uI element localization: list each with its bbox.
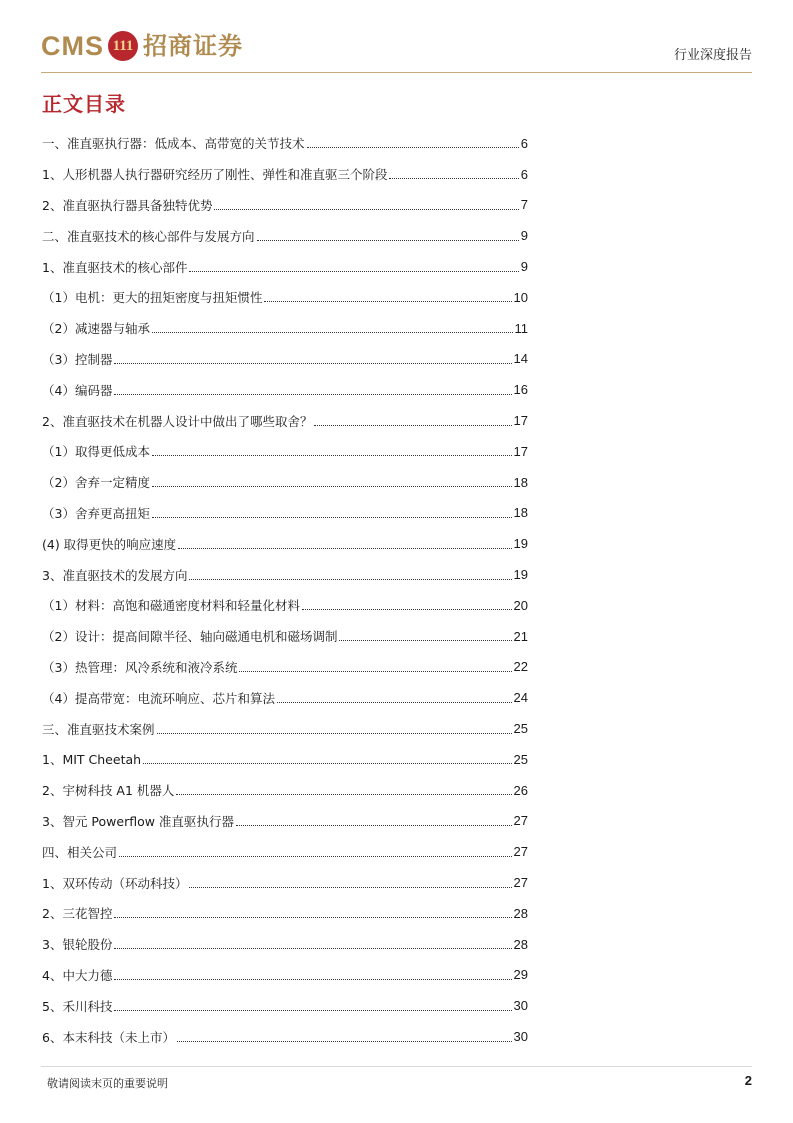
page-number: 2 (744, 1073, 752, 1088)
toc-dot-leader (339, 639, 511, 641)
toc-entry-title: 四、相关公司 (42, 844, 118, 860)
toc-entry[interactable] (42, 898, 528, 929)
toc-dot-leader (257, 239, 519, 241)
toc-entry-page: 6 (520, 135, 528, 151)
toc-dot-leader (152, 516, 512, 518)
toc-entry[interactable] (42, 590, 528, 621)
toc-dot-leader (236, 824, 512, 826)
toc-entry[interactable] (42, 190, 528, 221)
toc-dot-leader (114, 1009, 511, 1011)
toc-entry-page: 19 (513, 536, 528, 552)
toc-entry-title: 4、中大力德 (42, 967, 113, 983)
toc-entry-page: 28 (513, 905, 528, 921)
toc-entry[interactable] (42, 990, 528, 1021)
toc-entry[interactable] (42, 621, 528, 652)
toc-dot-leader (114, 947, 511, 949)
toc-entry[interactable] (42, 559, 528, 590)
toc-entry[interactable] (42, 806, 528, 837)
toc-entry-page: 19 (513, 567, 528, 583)
toc-entry-page: 16 (513, 382, 528, 398)
toc-entry-page: 20 (513, 597, 528, 613)
toc-entry[interactable] (42, 159, 528, 190)
toc-entry[interactable] (42, 929, 528, 960)
toc-entry-title: （3）舍弃更高扭矩 (42, 505, 150, 521)
toc-entry-title: 3、银轮股份 (42, 937, 113, 953)
toc-entry-page: 30 (513, 998, 528, 1014)
toc-dot-leader (389, 177, 518, 179)
toc-dot-leader (214, 208, 518, 210)
toc-entry-title: (4) 取得更快的响应速度 (42, 536, 177, 552)
toc-entry-page: 17 (513, 443, 528, 459)
toc-entry[interactable] (42, 128, 528, 159)
toc-dot-leader (277, 701, 512, 703)
toc-entry-title: 1、人形机器人执行器研究经历了刚性、弹性和准直驱三个阶段 (42, 167, 388, 183)
toc-dot-leader (178, 547, 511, 549)
toc-entry-title: （2）减速器与轴承 (42, 321, 150, 337)
toc-entry[interactable] (42, 251, 528, 282)
toc-entry-title: 3、准直驱技术的发展方向 (42, 567, 188, 583)
toc-entry-page: 27 (513, 813, 528, 829)
toc-entry-title: 6、本末科技（未上市） (42, 1029, 175, 1045)
report-type-label: 行业深度报告 (673, 48, 752, 63)
toc-title: 正文目录 (42, 92, 126, 116)
toc-entry[interactable] (42, 652, 528, 683)
toc-dot-leader (189, 886, 511, 888)
toc-entry-page: 25 (513, 751, 528, 767)
toc-entry[interactable] (42, 467, 528, 498)
logo-emblem-icon: 111 (108, 31, 138, 61)
toc-entry-title: （4）提高带宽：电流环响应、芯片和算法 (42, 690, 275, 706)
toc-entry-title: （2）舍弃一定精度 (42, 475, 150, 491)
toc-dot-leader (189, 270, 518, 272)
toc-entry[interactable] (42, 220, 528, 251)
logo-latin-text: CMS (41, 31, 104, 61)
toc-dot-leader (189, 578, 511, 580)
toc-entry[interactable] (42, 498, 528, 529)
toc-entry-title: 1、双环传动（环动科技） (42, 875, 188, 891)
toc-entry[interactable] (42, 405, 528, 436)
toc-entry-page: 9 (520, 259, 528, 275)
toc-entry-page: 26 (513, 782, 528, 798)
toc-entry[interactable] (42, 744, 528, 775)
toc-dot-leader (114, 393, 511, 395)
logo-chinese-text: 招商证券 (143, 31, 243, 60)
toc-entry-page: 17 (513, 413, 528, 429)
toc-entry-title: 一、准直驱执行器：低成本、高带宽的关节技术 (42, 136, 305, 152)
toc-entry[interactable] (42, 1021, 528, 1052)
toc-dot-leader (176, 793, 511, 795)
toc-dot-leader (152, 485, 512, 487)
toc-entry-page: 18 (513, 505, 528, 521)
toc-entry-title: 2、三花智控 (42, 906, 113, 922)
toc-entry[interactable] (42, 775, 528, 806)
toc-entry-page: 14 (513, 351, 528, 367)
toc-dot-leader (143, 762, 511, 764)
toc-entry[interactable] (42, 836, 528, 867)
toc-entry-title: 1、准直驱技术的核心部件 (42, 259, 188, 275)
toc-entry[interactable] (42, 867, 528, 898)
toc-entry-page: 11 (514, 320, 528, 336)
toc-entry[interactable] (42, 960, 528, 991)
toc-entry[interactable] (42, 528, 528, 559)
toc-entry-page: 18 (513, 474, 528, 490)
page-header (41, 22, 752, 73)
toc-entry[interactable] (42, 374, 528, 405)
toc-entry-title: （2）设计：提高间隙半径、轴向磁通电机和磁场调制 (42, 629, 338, 645)
toc-entry-page: 27 (513, 844, 528, 860)
toc-entry-title: （1）取得更低成本 (42, 444, 150, 460)
table-of-contents (42, 128, 528, 1052)
toc-entry-page: 9 (520, 228, 528, 244)
toc-dot-leader (152, 331, 513, 333)
toc-entry-title: 三、准直驱技术案例 (42, 721, 155, 737)
toc-dot-leader (114, 362, 511, 364)
toc-dot-leader (302, 608, 512, 610)
toc-entry-page: 7 (520, 197, 528, 213)
toc-dot-leader (264, 300, 511, 302)
toc-entry[interactable] (42, 436, 528, 467)
toc-dot-leader (177, 1040, 512, 1042)
toc-entry-page: 28 (513, 936, 528, 952)
toc-entry-page: 27 (513, 875, 528, 891)
page-footer (41, 1066, 752, 1090)
toc-entry-title: （3）热管理：风冷系统和液冷系统 (42, 659, 238, 675)
toc-entry-page: 10 (513, 289, 528, 305)
toc-dot-leader (119, 855, 512, 857)
toc-entry-title: 2、宇树科技 A1 机器人 (42, 783, 175, 799)
toc-entry-page: 24 (513, 690, 528, 706)
toc-dot-leader (152, 454, 512, 456)
toc-entry-title: 1、MIT Cheetah (42, 752, 142, 768)
toc-entry-title: （1）材料：高饱和磁通密度材料和轻量化材料 (42, 598, 300, 614)
toc-entry[interactable] (42, 682, 528, 713)
toc-entry[interactable] (42, 282, 528, 313)
toc-entry-page: 30 (513, 1029, 528, 1044)
toc-entry-title: 2、准直驱执行器具备独特优势 (42, 197, 213, 213)
disclaimer-note: 敬请阅读末页的重要说明 (47, 1077, 168, 1090)
toc-entry[interactable] (42, 344, 528, 375)
toc-entry-title: （3）控制器 (42, 351, 113, 367)
company-logo (41, 28, 243, 64)
toc-entry[interactable] (42, 313, 528, 344)
toc-entry[interactable] (42, 713, 528, 744)
toc-entry-title: （1）电机：更大的扭矩密度与扭矩惯性 (42, 290, 263, 306)
toc-entry-page: 29 (513, 967, 528, 983)
toc-entry-page: 21 (513, 628, 528, 644)
toc-entry-page: 6 (520, 166, 528, 182)
toc-dot-leader (307, 146, 519, 148)
toc-entry-page: 25 (513, 721, 528, 737)
toc-entry-title: 3、智元 Powerflow 准直驱执行器 (42, 813, 234, 829)
toc-entry-title: 5、禾川科技 (42, 998, 113, 1014)
toc-entry-title: （4）编码器 (42, 382, 113, 398)
toc-dot-leader (114, 978, 511, 980)
toc-entry-page: 22 (513, 659, 528, 675)
toc-entry-title: 2、准直驱技术在机器人设计中做出了哪些取舍？ (42, 413, 313, 429)
toc-dot-leader (239, 670, 511, 672)
toc-dot-leader (157, 732, 512, 734)
toc-dot-leader (314, 424, 511, 426)
toc-entry-title: 二、准直驱技术的核心部件与发展方向 (42, 228, 255, 244)
toc-dot-leader (114, 916, 511, 918)
